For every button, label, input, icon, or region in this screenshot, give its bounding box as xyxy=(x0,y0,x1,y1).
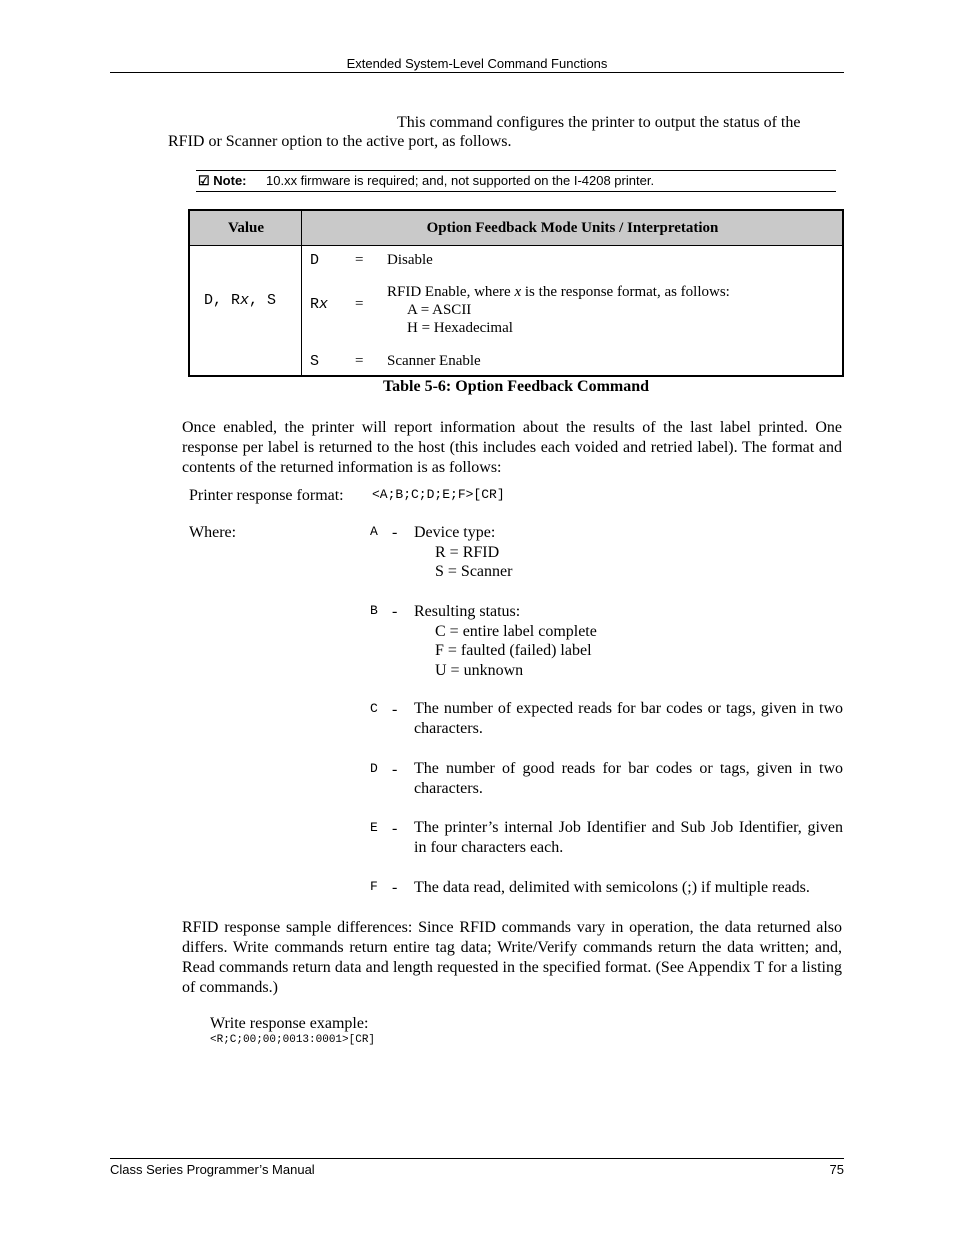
checkbox-icon: ☑ xyxy=(198,173,210,188)
where-sub-b-3: U = unknown xyxy=(435,662,524,679)
value-prefix: D, R xyxy=(204,292,241,309)
where-text-d: The number of good reads for bar codes or tags, given in two characters. xyxy=(414,760,843,797)
where-dash-b: - xyxy=(392,603,398,620)
where-label: Where: xyxy=(189,524,237,541)
note-text: 10.xx firmware is required; and, not supported on the I-4208 printer. xyxy=(266,173,655,188)
body-paragraph-2: RFID response sample differences: Since RFID commands vary in operation, the data returned also differs. Write commands return entire tag data; Write/Verify commands return the data written; and, Read commands return data and length requested in the specified format. (See Appendix T for a listing of commands.) xyxy=(182,919,842,996)
header-rule xyxy=(110,72,844,73)
row-text-s: Scanner Enable xyxy=(387,353,481,369)
where-text-a: Device type: xyxy=(414,524,496,541)
row-text-rx-pre: RFID Enable, where xyxy=(387,284,515,300)
value-cell xyxy=(204,292,276,309)
table-caption: Table 5-6: Option Feedback Command xyxy=(382,378,650,395)
row-eq-rx: = xyxy=(355,296,364,312)
example-code: <R;C;00;00;0013:0001>[CR] xyxy=(210,1034,376,1046)
where-letter-c: C xyxy=(370,701,378,716)
footer-rule xyxy=(110,1158,844,1159)
where-text-c: The number of expected reads for bar codes or tags, given in two characters. xyxy=(414,700,843,737)
option-feedback-table xyxy=(188,209,844,377)
value-suffix: , S xyxy=(249,292,277,309)
table-header-row xyxy=(190,211,842,246)
where-letter-d: D xyxy=(370,761,378,776)
footer-manual-title: Class Series Programmer’s Manual xyxy=(110,1162,315,1177)
column-divider xyxy=(301,211,302,375)
row-eq-d: = xyxy=(355,252,364,268)
row-code-d: D xyxy=(310,252,320,269)
where-dash-e: - xyxy=(392,820,398,837)
row-eq-s: = xyxy=(355,353,364,369)
where-sub-a-2: S = Scanner xyxy=(435,563,513,580)
intro-line-2: RFID or Scanner option to the active port, as follows. xyxy=(168,133,512,150)
where-letter-e: E xyxy=(370,820,378,835)
row-sub-hex: H = Hexadecimal xyxy=(407,320,513,336)
header-interpretation: Option Feedback Mode Units / Interpretation xyxy=(426,220,719,236)
where-dash-d: - xyxy=(392,761,398,778)
body-paragraph-1: Once enabled, the printer will report information about the results of the last label printed. One response per label is returned to the host (this includes each voided and retried label). The format and contents of the returned information is as follows: xyxy=(182,419,842,476)
note-label-group xyxy=(198,171,247,191)
where-dash-c: - xyxy=(392,701,398,718)
example-label: Write response example: xyxy=(210,1015,369,1032)
row-text-d: Disable xyxy=(387,252,433,268)
where-dash-f: - xyxy=(392,879,398,896)
where-letter-a: A xyxy=(370,524,378,539)
row-code-s: S xyxy=(310,353,320,370)
row-sub-ascii: A = ASCII xyxy=(407,302,472,318)
row-text-rx xyxy=(387,284,730,301)
where-text-f: The data read, delimited with semicolons (;) if multiple reads. xyxy=(414,879,810,896)
value-variable: x xyxy=(240,292,250,309)
row-code-r: R xyxy=(310,296,320,313)
where-sub-a-1: R = RFID xyxy=(435,544,500,561)
where-letter-b: B xyxy=(370,603,378,618)
where-text-b: Resulting status: xyxy=(414,603,521,620)
response-format-value: <A;B;C;D;E;F>[CR] xyxy=(372,487,505,502)
row-code-x: x xyxy=(319,296,329,313)
response-format-label: Printer response format: xyxy=(189,487,344,504)
where-dash-a: - xyxy=(392,524,398,541)
footer-page-number: 75 xyxy=(829,1162,844,1177)
row-text-rx-var: x xyxy=(514,284,522,300)
header-value: Value xyxy=(227,220,265,236)
where-sub-b-2: F = faulted (failed) label xyxy=(435,642,592,659)
where-letter-f: F xyxy=(370,879,378,894)
page-header-title: Extended System-Level Command Functions xyxy=(346,56,608,71)
row-code-rx xyxy=(310,296,328,313)
where-text-e: The printer’s internal Job Identifier and Sub Job Identifier, given in four characters each. xyxy=(414,819,843,856)
note-label: Note: xyxy=(213,173,247,188)
note-box xyxy=(196,170,836,192)
row-text-rx-post: is the response format, as follows: xyxy=(521,284,730,300)
intro-line-1: This command configures the printer to output the status of the xyxy=(397,114,801,131)
where-sub-b-1: C = entire label complete xyxy=(435,623,597,640)
